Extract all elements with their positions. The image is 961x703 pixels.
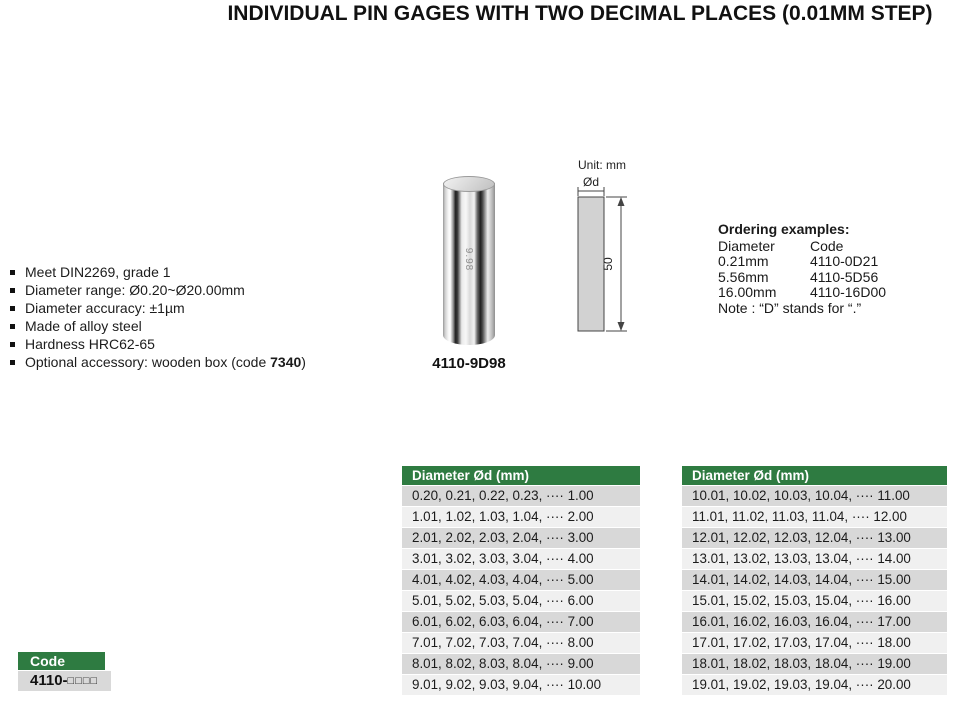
bullet-square-icon [10, 324, 15, 329]
feature-text: Hardness HRC62-65 [25, 336, 155, 352]
ordering-row [718, 254, 948, 270]
code-placeholder-squares: □□□□ [67, 675, 99, 687]
feature-item [8, 353, 368, 371]
ordering-diameter: 5.56mm [718, 268, 769, 285]
pin-top-face [443, 176, 495, 192]
table-row: 12.01, 12.02, 12.03, 12.04, ···· 13.00 [682, 528, 947, 549]
feature-list [8, 263, 368, 371]
feature-text: Meet DIN2269, grade 1 [25, 264, 171, 280]
table-row: 6.01, 6.02, 6.03, 6.04, ···· 7.00 [402, 612, 640, 633]
ordering-col-diameter: Diameter [718, 237, 775, 254]
dimension-drawing [565, 155, 650, 340]
bullet-square-icon [10, 270, 15, 275]
accessory-prefix: Optional accessory: wooden box (code [25, 354, 271, 370]
feature-text [25, 353, 306, 371]
bullet-square-icon [10, 288, 15, 293]
pin-gage-photo [443, 176, 495, 346]
table-row: 9.01, 9.02, 9.03, 9.04, ···· 10.00 [402, 675, 640, 696]
feature-item [8, 281, 368, 299]
table-row: 18.01, 18.02, 18.03, 18.04, ···· 19.00 [682, 654, 947, 675]
feature-item [8, 317, 368, 335]
ordering-col-code: Code [810, 237, 844, 254]
table-header: Diameter Ød (mm) [682, 466, 947, 486]
table-row: 13.01, 13.02, 13.03, 13.04, ···· 14.00 [682, 549, 947, 570]
ordering-code: 4110-0D21 [810, 253, 879, 269]
code-box-header: Code [18, 652, 105, 671]
feature-text: Made of alloy steel [25, 318, 142, 334]
ordering-column-headers [718, 239, 948, 255]
ordering-diameter: 16.00mm [718, 284, 777, 300]
table-row: 17.01, 17.02, 17.03, 17.04, ···· 18.00 [682, 633, 947, 654]
table-header: Diameter Ød (mm) [402, 466, 640, 486]
diameter-label: Ød [582, 175, 600, 189]
length-label: 50 [601, 257, 615, 271]
product-code-caption: 4110-9D98 [432, 355, 506, 372]
table-row: 1.01, 1.02, 1.03, 1.04, ···· 2.00 [402, 507, 640, 528]
bullet-square-icon [10, 342, 15, 347]
feature-text: Diameter accuracy: ±1µm [25, 300, 185, 316]
table-row: 16.01, 16.02, 16.03, 16.04, ···· 17.00 [682, 612, 947, 633]
ordering-row [718, 285, 948, 301]
code-prefix: 4110- [30, 672, 68, 689]
table-row: 4.01, 4.02, 4.03, 4.04, ···· 5.00 [402, 570, 640, 591]
table-row: 2.01, 2.02, 2.03, 2.04, ···· 3.00 [402, 528, 640, 549]
pin-engraving: 9.98 [463, 247, 475, 272]
ordering-note: Note : “D” stands for “.” [718, 299, 862, 316]
feature-item [8, 263, 368, 281]
ordering-code: 4110-5D56 [810, 268, 879, 285]
ordering-examples [718, 222, 948, 316]
feature-item [8, 335, 368, 353]
table-row: 7.01, 7.02, 7.03, 7.04, ···· 8.00 [402, 633, 640, 654]
arrow-down-icon [618, 322, 625, 331]
ordering-diameter: 0.21mm [718, 253, 769, 269]
bullet-square-icon [10, 306, 15, 311]
feature-item [8, 299, 368, 317]
bullet-square-icon [10, 360, 15, 365]
table-row: 5.01, 5.02, 5.03, 5.04, ···· 6.00 [402, 591, 640, 612]
ordering-code: 4110-16D00 [810, 284, 887, 300]
table-row: 10.01, 10.02, 10.03, 10.04, ···· 11.00 [682, 486, 947, 507]
table-row: 8.01, 8.02, 8.03, 8.04, ···· 9.00 [402, 654, 640, 675]
feature-text: Diameter range: Ø0.20~Ø20.00mm [25, 282, 245, 298]
table-row: 3.01, 3.02, 3.03, 3.04, ···· 4.00 [402, 549, 640, 570]
table-row: 11.01, 11.02, 11.03, 11.04, ···· 12.00 [682, 507, 947, 528]
diameter-table-2 [682, 466, 947, 696]
code-box-value [18, 671, 111, 691]
arrow-up-icon [618, 197, 625, 206]
ordering-heading: Ordering examples: [718, 221, 850, 237]
table-row: 0.20, 0.21, 0.22, 0.23, ···· 1.00 [402, 486, 640, 507]
page-title: INDIVIDUAL PIN GAGES WITH TWO DECIMAL PLACES (0.01MM STEP) [227, 2, 933, 25]
diameter-table-1 [402, 466, 640, 696]
accessory-suffix: ) [301, 354, 306, 370]
unit-label: Unit: mm [578, 158, 626, 172]
table-row: 19.01, 19.02, 19.03, 19.04, ···· 20.00 [682, 675, 947, 696]
accessory-code: 7340 [270, 354, 302, 370]
ordering-row [718, 270, 948, 286]
table-row: 14.01, 14.02, 14.03, 14.04, ···· 15.00 [682, 570, 947, 591]
table-row: 15.01, 15.02, 15.03, 15.04, ···· 16.00 [682, 591, 947, 612]
code-box [18, 652, 111, 691]
